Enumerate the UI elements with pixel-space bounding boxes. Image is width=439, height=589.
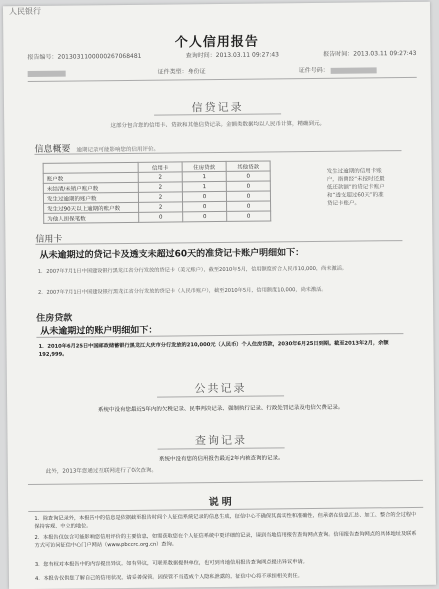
id-number-label: 证件号码：	[298, 66, 329, 75]
row-label: 账户数	[43, 172, 138, 183]
explanation-item: 1．除查询记录外，本报告中的信息是依据截至报告时间个人征信系统记录的信息生成，征信中心不确保其真实性和准确性，但承诺在信息汇总、加工、整合的全过程中保持客观、中立的地位。	[34, 511, 417, 530]
public-record-text: 系统中没有您最近5年内的欠税记录、民事判决记录、强制执行记录、行政处罚记录及电信欠费记录。	[97, 404, 344, 414]
divider	[28, 480, 423, 485]
loan-subtitle: 从未逾期过的账户明细如下：	[40, 325, 158, 337]
divider	[157, 395, 284, 397]
row-label: 发生过90天以上逾期的账户数	[44, 202, 139, 213]
card-section-title: 信用卡	[35, 234, 63, 245]
corner-stamp-text: 人民银行	[8, 6, 42, 17]
list-item: 1．2007年7月1日中国建设银行黑龙江省分行发放的贷记卡（美元账户），截至2010年5月，信用额度折合人民币10,000，尚未激活。	[37, 265, 348, 275]
cell-value: 0	[139, 212, 183, 222]
query-extra-text: 此外，2013年您通过互联网进行了0次查询。	[45, 467, 157, 475]
cell-value: 0	[227, 201, 271, 211]
id-number-field	[299, 64, 377, 74]
cell-value: 0	[226, 171, 270, 181]
table-header-cell: 住房贷款	[182, 161, 226, 171]
page-title: 个人信用报告	[174, 34, 259, 51]
list-item: 2．2007年7月1日中国建设银行黑龙江省分行发放的贷记卡（人民币账户），截至2010年5月，信用额度10,000，尚未激活。	[37, 286, 327, 296]
overview-subtitle: 逾期记录可能影响您的信用评价。	[76, 146, 160, 154]
credit-report-page	[3, 2, 436, 589]
cell-value: 2	[138, 172, 182, 182]
report-time: 报告时间：2013.03.11 09:27:43	[323, 49, 417, 58]
overview-title-text: 信息概要	[34, 144, 71, 155]
cell-value: 0	[226, 191, 270, 201]
cell-value: 1	[182, 181, 226, 191]
table-header-cell: 信用卡	[138, 162, 182, 172]
explanation-item: 3．您有权对本报告中的内容提出异议。如有异议，可联系数据提供单位，也可到当地信用报告查询网点提出异议申请。	[34, 559, 308, 568]
explanation-title: 说明	[208, 496, 235, 509]
row-label: 发生过逾期的账户数	[43, 192, 138, 203]
cell-value: 2	[139, 202, 183, 212]
redacted-name	[28, 70, 66, 76]
table-row	[44, 211, 271, 223]
row-label: 为他人担保笔数	[44, 212, 139, 223]
loan-section-title: 住房贷款	[36, 313, 73, 324]
divider	[154, 113, 281, 115]
id-type: 证件类型：身份证	[157, 68, 206, 76]
query-record-text: 系统中没有您的信用报告最近2年内被查询的记录。	[158, 455, 284, 463]
cell-value: 0	[227, 211, 271, 221]
divider	[35, 240, 402, 245]
list-item: 1．2010年6月25日中国邮政储蓄银行黑龙江大庆市分行发放的210,000元（人民币）个人住房贷款，2030年6月25日到期。截至2013年2月，余额192,999。	[38, 340, 389, 358]
cell-value: 2	[138, 192, 182, 202]
report-number: 报告编号：2013031100000267068481	[27, 52, 142, 61]
credit-section-title: 信贷记录	[191, 100, 244, 115]
redacted-id-number	[331, 67, 377, 73]
query-time: 查询时间：2013.03.11 09:27:43	[185, 51, 280, 60]
overview-table	[43, 160, 272, 223]
divider	[28, 77, 417, 82]
cell-value: 0	[183, 201, 227, 211]
explanation-item: 2．本报告仅包含可能影响您信用评价的主要信息，如需获取您在个人征信系统中更详细的记录，请到当地信用报告查询网点查询。信用报告查询网点的具体地址及联系方式可访问征信中心门户网站（www.pbccrc.org.cn）查询。	[34, 530, 417, 549]
divider	[158, 447, 285, 449]
overview-note: 发生过逾期的信用卡账户，指曾经“未按时还最低还款额”的贷记卡账户和“透支超过60天”的准贷记卡账户。	[326, 168, 385, 207]
explanation-item: 4．本报告仅供您了解自己的信用状况，请妥善保管。因保管不当造成个人隐私泄露的，征信中心将不承担相关责任。	[34, 573, 303, 582]
card-subtitle: 从未逾期过的贷记卡及透支未超过60天的准贷记卡账户明细如下：	[39, 248, 305, 261]
cell-value: 0	[226, 181, 270, 191]
cell-value: 1	[182, 171, 226, 181]
table-header-cell: 其他贷款	[226, 161, 270, 171]
credit-intro: 这部分包含您的信用卡、贷款和其他信贷记录。金额类数据均以人民币计算，精确到元。	[110, 120, 325, 130]
cell-value: 2	[138, 182, 182, 192]
cell-value: 0	[183, 211, 227, 221]
public-section-title: 公共记录	[194, 381, 247, 396]
cell-value: 0	[182, 191, 226, 201]
query-section-title: 查询记录	[194, 433, 248, 448]
identity-row	[28, 64, 417, 77]
row-label: 未结清/未销户账户数	[43, 182, 138, 193]
